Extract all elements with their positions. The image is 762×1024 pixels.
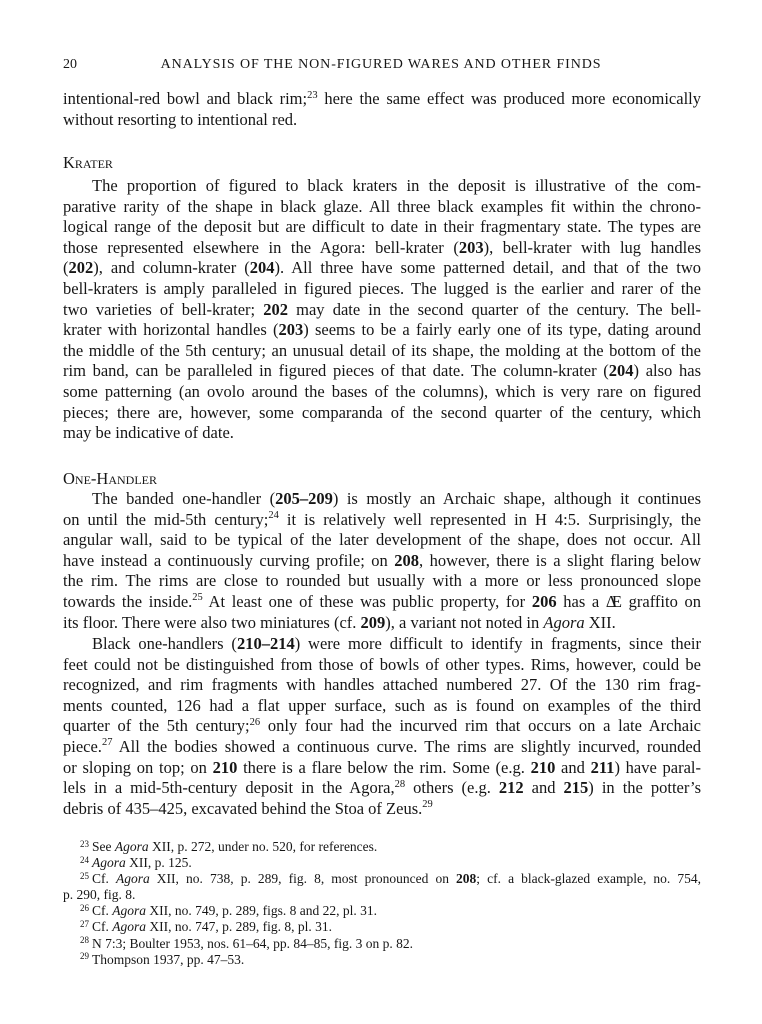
text-run: there is a flare below the rim. Some (e.g. [237,757,531,777]
footnote-line [63,903,701,919]
catalogue-number: 210 [530,757,556,777]
catalogue-number: 209 [360,612,386,632]
text-run: and [523,778,564,798]
text-run: here the same effect was produced more economically [317,89,701,108]
footnote-reference: 23 [307,89,318,101]
italic-title: Agora [92,855,126,871]
text-line [63,634,701,655]
text-line [63,258,701,279]
text-run: parative rarity of the shape in black glaze. All three black examples fit within the chrono- [63,196,701,216]
footnote-number: 26 [80,902,89,913]
catalogue-number: 204 [608,361,634,381]
paragraph-krater [63,176,701,444]
italic-title: Agora [114,839,149,854]
footnote-line [63,839,701,855]
text-line [63,279,701,300]
catalogue-number: 208 [394,550,419,570]
text-line [63,696,701,717]
text-line [63,530,701,551]
italic-title: Agora [115,871,150,887]
catalogue-number: 208 [456,871,477,887]
text-run: ) seems to be a fairly early one of its type, dating around [303,320,701,340]
italic-title: Agora [543,612,585,632]
footnote [63,839,701,855]
text-line [63,176,701,197]
text-run: bell-kraters is amply paralleled in figured pieces. The lugged is the earlier and rarer of the [63,278,701,298]
italic-title: Agora [112,903,146,919]
text-run: Cf. [92,919,113,935]
catalogue-number: 204 [249,258,275,278]
footnote-line [63,919,701,935]
text-line [63,675,701,696]
text-line [63,510,701,531]
text-line [63,758,701,779]
text-line [63,110,701,131]
footnote [63,855,701,871]
text-run: pieces; there are, however, some comparanda of the second quarter of the century, which [63,402,701,422]
footnote-reference: 25 [192,592,203,604]
text-run: Thompson 1937, pp. 47–53. [92,951,245,967]
text-run: ) were more difficult to identify in fragments, since their [294,634,701,653]
text-line [63,300,701,321]
text-run: piece. [63,736,102,756]
footnote-reference: 28 [394,778,406,790]
text-line [63,799,701,820]
text-run: two varieties of bell-krater; [63,299,264,319]
text-run: on until the mid-5th century; [63,509,269,529]
text-line [63,217,701,238]
text-run: Cf. [92,903,113,919]
text-run: At least one of these was public property, for [202,591,532,611]
text-line [63,341,701,362]
text-run: rim band, can be paralleled in figured pieces of that date. The column-krater ( [63,361,609,381]
catalogue-number: 202 [68,258,94,278]
footnote-number: 27 [80,918,89,929]
footnote [63,903,701,919]
text-run: towards the inside. [63,591,193,611]
graffito-monogram: ΔΕ [605,591,618,611]
text-run: logical range of the deposit but are difficult to date in their fragmentary state. The types are [63,217,701,237]
text-run: N 7:3; Boulter 1953, nos. 61–64, pp. 84–85, fig. 3 on p. 82. [92,935,413,951]
page-number: 20 [63,57,77,72]
text-run: those represented elsewhere in the Agora: bell-krater ( [63,237,459,257]
text-run: some patterning (an ovolo around the bases of the columns), which is very rare on figured [63,381,701,401]
text-run: The banded one-handler ( [92,489,276,508]
text-run: and [555,757,591,777]
italic-title: Agora [112,919,146,935]
catalogue-number: 205–209 [275,489,333,508]
text-line [63,778,701,799]
text-run: XII, no. 738, p. 289, fig. 8, most pronounced on [149,871,457,887]
footnote-line [63,855,701,871]
text-run: XII, no. 749, p. 289, figs. 8 and 22, pl. 31. [146,903,377,919]
text-run: ) have paral- [614,757,701,777]
catalogue-number: 206 [531,591,557,611]
text-run: ). All three have some patterned detail, and that of the two [274,258,701,278]
text-run: ), and column-krater ( [93,258,250,278]
text-run: ), a variant not noted in [385,612,544,632]
text-run: Cf. [92,871,116,887]
text-run: without resorting to intentional red. [63,109,298,129]
text-run: ; cf. a black-glazed example, no. 754, [476,871,701,887]
text-run: others (e.g. [405,778,499,798]
text-run: XII, p. 272, under no. 520, for references. [148,839,378,854]
text-run: p. 290, fig. 8. [63,887,136,903]
running-title: ANALYSIS OF THE NON-FIGURED WARES AND OTHER FINDS [160,57,602,72]
text-line [63,238,701,259]
text-line [63,737,701,758]
text-run: quarter of the 5th century; [63,716,250,736]
footnote-reference: 24 [268,510,279,522]
footnote-number: 28 [80,935,89,946]
footnote-number: 29 [80,951,89,962]
text-run: ) in the potter’s [588,778,701,798]
text-run: debris of 435–425, excavated behind the Stoa of Zeus. [63,798,423,818]
text-line [63,403,701,424]
footnotes [63,839,701,968]
text-run: angular wall, said to be typical of the later development of the shape, does not occur. All [63,530,701,550]
catalogue-number: 210–214 [236,634,295,653]
section-heading-one-handler: One-Handler [63,469,157,488]
running-header [0,57,762,73]
text-line [63,382,701,403]
catalogue-number: 202 [263,299,288,319]
catalogue-number: 210 [212,757,238,777]
footnote-line [63,887,701,903]
text-line [63,89,701,110]
footnote [63,919,701,935]
footnote-number: 23 [80,838,89,849]
text-line [63,423,701,444]
text-line [63,551,701,572]
text-line [63,592,701,613]
text-run: The proportion of figured to black kraters in the deposit is illustrative of the com- [92,176,701,195]
footnote-line [63,952,701,968]
text-run: ) is mostly an Archaic shape, although it continues [332,489,701,508]
text-run: the middle of the 5th century; an unusual detail of its shape, the molding at the bottom of the [63,340,701,360]
text-run: intentional-red bowl and black rim; [63,89,308,108]
text-run: lels in a mid-5th-century deposit in the Agora, [63,778,395,798]
section-heading-krater: Krater [63,153,113,172]
footnote-reference: 29 [422,799,433,811]
footnote [63,952,701,968]
text-run: krater with horizontal handles ( [63,320,279,340]
text-run: have instead a continuously curving profile; on [63,550,395,570]
text-run: XII, no. 747, p. 289, fig. 8, pl. 31. [146,919,332,935]
text-line [63,716,701,737]
text-line [63,489,701,510]
footnote-number: 25 [80,870,89,881]
text-run: graffito on [621,591,701,611]
text-run: Black one-handlers ( [92,634,237,653]
text-run: it is relatively well represented in H 4:5. Surprisingly, the [278,509,701,529]
text-run: feet could not be distinguished from those of bowls of other types. Rims, however, could be [63,654,701,674]
footnote-reference: 26 [249,716,261,728]
text-run: ) also has [633,361,701,381]
catalogue-number: 211 [590,757,615,777]
catalogue-number: 212 [498,778,524,798]
text-run: ( [63,258,69,278]
footnote-line [63,936,701,952]
catalogue-number: 203 [458,237,484,257]
text-line [63,655,701,676]
paragraph-continuation [63,89,701,130]
text-run: may date in the second quarter of the century. The bell- [288,299,701,319]
text-line [63,197,701,218]
text-run: ments counted, 126 had a flat upper surface, such as is found on examples of the third [63,695,701,715]
text-run: has a [556,591,606,611]
text-run: the rim. The rims are close to rounded but usually with a more or less pronounced slope [63,571,701,591]
paragraph-black-one-handlers [63,634,701,819]
text-line [63,320,701,341]
text-run: only four had the incurved rim that occurs on a late Archaic [260,716,701,736]
footnote [63,936,701,952]
text-run: All the bodies showed a continuous curve. The rims are slightly incurved, rounded [112,736,701,756]
catalogue-number: 203 [278,320,304,340]
text-run: its floor. There were also two miniatures (cf. [63,612,361,632]
text-line [63,613,701,634]
text-run: recognized, and rim fragments with handles attached numbered 27. Of the 130 rim frag- [63,675,701,695]
paragraph-banded-one-handler [63,489,701,633]
text-line [63,571,701,592]
text-run: may be indicative of date. [63,423,234,443]
text-run: XII. [584,612,616,632]
footnote-number: 24 [80,854,89,865]
footnote [63,871,701,903]
footnote-reference: 27 [101,737,113,749]
text-line [63,361,701,382]
catalogue-number: 215 [563,778,589,798]
text-run: or sloping on top; on [63,757,213,777]
text-run: ), bell-krater with lug handles [483,237,701,257]
footnote-line [63,871,701,887]
text-run: , however, there is a slight flaring below [419,550,701,570]
text-run: See [92,839,115,854]
text-run: XII, p. 125. [125,855,192,871]
